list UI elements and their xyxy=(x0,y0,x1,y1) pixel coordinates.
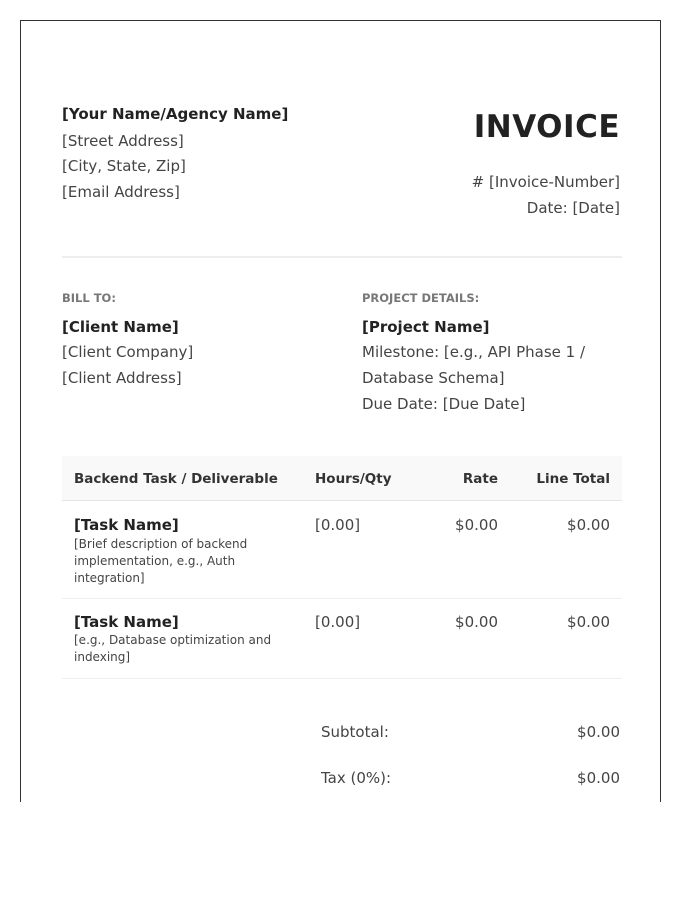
sender-email: [Email Address] xyxy=(62,183,180,201)
invoice-date: Date: [Date] xyxy=(526,199,620,217)
header-rate: Rate xyxy=(462,471,498,487)
task-name: [Task Name] xyxy=(74,516,179,534)
bill-to-label: BILL TO: xyxy=(62,291,116,305)
header-divider xyxy=(62,256,622,258)
task-description: [e.g., Database optimization and indexing] xyxy=(74,633,272,664)
tax-value: $0.00 xyxy=(577,769,620,787)
project-details-label: PROJECT DETAILS: xyxy=(362,291,480,305)
task-line-total: $0.00 xyxy=(567,613,610,631)
sender-street: [Street Address] xyxy=(62,132,184,150)
task-description: [Brief description of backend implementation, e.g., Auth integration] xyxy=(74,537,248,585)
task-name: [Task Name] xyxy=(74,613,179,631)
task-rate: $0.00 xyxy=(455,516,498,534)
header-line-total: Line Total xyxy=(536,471,610,487)
client-name: [Client Name] xyxy=(62,318,179,336)
project-milestone: Milestone: [e.g., API Phase 1 / xyxy=(362,343,586,361)
task-hours: [0.00] xyxy=(315,516,361,534)
task-rate: $0.00 xyxy=(455,613,498,631)
client-address: [Client Address] xyxy=(62,369,182,387)
subtotal-label: Subtotal: xyxy=(321,723,389,741)
invoice-number: # [Invoice-Number] xyxy=(471,173,620,191)
sender-name: [Your Name/Agency Name] xyxy=(62,105,289,123)
task-line-total: $0.00 xyxy=(567,516,610,534)
project-due-date: Due Date: [Due Date] xyxy=(362,395,526,413)
task-hours: [0.00] xyxy=(315,613,361,631)
table-row xyxy=(62,599,622,679)
header-task: Backend Task / Deliverable xyxy=(74,471,278,487)
client-company: [Client Company] xyxy=(62,343,194,361)
table-row xyxy=(62,501,622,599)
project-milestone-cont: Database Schema] xyxy=(362,369,505,387)
invoice-title: INVOICE xyxy=(473,109,620,145)
project-name: [Project Name] xyxy=(362,318,490,336)
sender-city: [City, State, Zip] xyxy=(62,157,186,175)
invoice-page xyxy=(20,20,661,802)
tax-label: Tax (0%): xyxy=(321,769,392,787)
header-hours: Hours/Qty xyxy=(315,471,392,487)
subtotal-value: $0.00 xyxy=(577,723,620,741)
items-table-header xyxy=(62,456,622,501)
